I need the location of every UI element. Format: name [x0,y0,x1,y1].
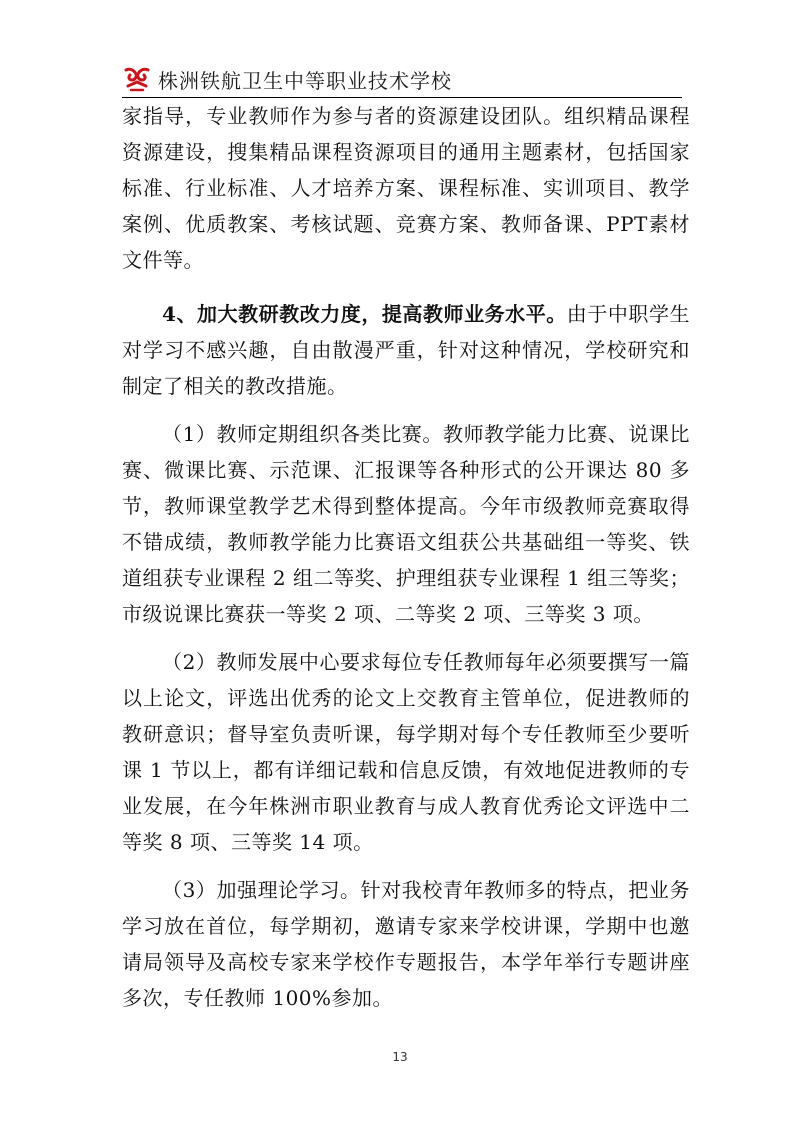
school-logo-icon [122,66,152,92]
page-header [122,62,682,96]
paragraph-theory-study: （3）加强理论学习。针对我校青年教师多的特点，把业务学习放在首位，每学期初，邀请专家来学校讲课，学期中也邀请局领导及高校专家来学校作专题报告，本学年举行专题讲座多次，专任教师 100%参加。 [122,878,690,1010]
section-heading-teaching-reform: 4、加大教研教改力度，提高教师业务水平。 [162,302,567,326]
page-number: 13 [392,1050,408,1064]
paragraph-resource-building: 家指导，专业教师作为参与者的资源建设团队。组织精品课程资源建设，搜集精品课程资源项目的通用主题素材，包括国家标准、行业标准、人才培养方案、课程标准、实训项目、教学案例、优质教案、考核试题、竞赛方案、教师备课、PPT素材文件等。 [122,104,690,272]
section-intro-text: 由于中职学生对学习不感兴趣，自由散漫严重，针对这种情况，学校研究和制定了相关的教改措施。 [122,302,690,398]
paragraph-research-papers: （2）教师发展中心要求每位专任教师每年必须要撰写一篇以上论文，评选出优秀的论文上交教育主管单位，促进教师的教研意识；督导室负责听课，每学期对每个专任教师至少要听课 1 节以上，都有详细记载和信息反馈，有效地促进教师的专业发展，在今年株洲市职业教育与成人教育优秀论文评选中二等奖 8 项、三等奖 14 项。 [122,650,690,854]
document-body [122,98,690,1016]
paragraph-teaching-reform [122,296,690,404]
school-name: 株洲铁航卫生中等职业技术学校 [158,68,452,93]
paragraph-competitions: （1）教师定期组织各类比赛。教师教学能力比赛、说课比赛、微课比赛、示范课、汇报课等各种形式的公开课达 80 多节，教师课堂教学艺术得到整体提高。今年市级教师竞赛取得不错成绩，教师教学能力比赛语文组获公共基础组一等奖、铁道组获专业课程 2 组二等奖、护理组获专业课程 1 组三等奖；市级说课比赛获一等奖 2 项、二等奖 2 项、三等奖 3 项。 [122,422,690,626]
